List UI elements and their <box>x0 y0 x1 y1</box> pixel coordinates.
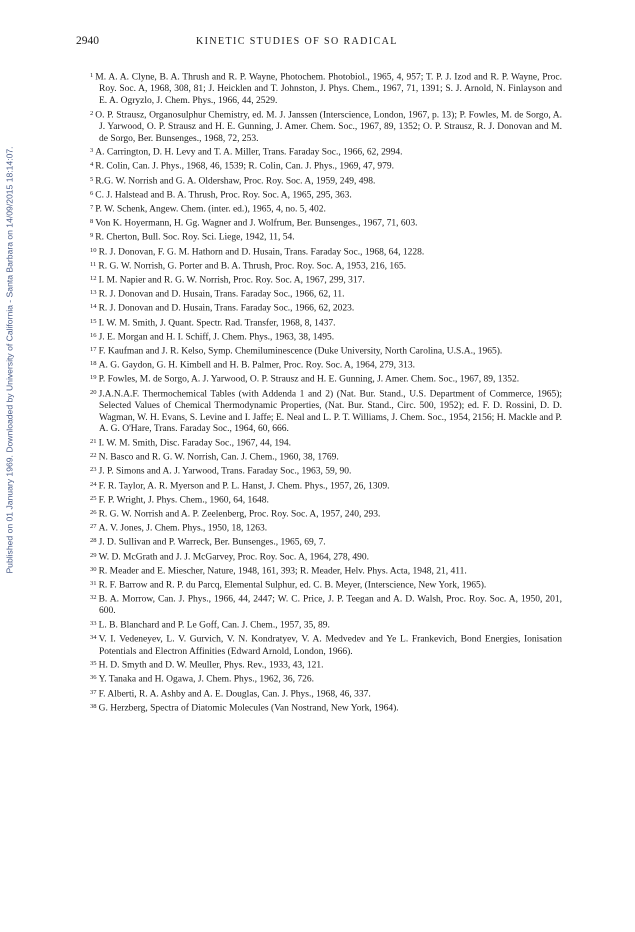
reference-text: V. I. Vedeneyev, L. V. Gurvich, V. N. Kondratyev, V. A. Medvedev and Ye L. Frankevich, Bond Energies, Ionisation Potentials and Electron Affinities (Edward Arnold, London, 1966). <box>98 634 562 657</box>
reference-item <box>90 372 562 386</box>
reference-number: 24 <box>90 480 97 488</box>
reference-text: F. Alberti, R. A. Ashby and A. E. Douglas, Can. J. Phys., 1968, 46, 337. <box>98 689 371 700</box>
reference-number: 29 <box>90 551 97 559</box>
reference-item <box>90 658 562 672</box>
reference-number: 5 <box>90 175 94 183</box>
reference-text: R. J. Donovan, F. G. M. Hathorn and D. Husain, Trans. Faraday Soc., 1968, 64, 1228. <box>98 247 425 258</box>
reference-text: Y. Tanaka and H. Ogawa, J. Chem. Phys., 1962, 36, 726. <box>98 674 314 685</box>
reference-text: W. D. McGrath and J. J. McGarvey, Proc. Roy. Soc. A, 1964, 278, 490. <box>98 552 370 563</box>
reference-item <box>90 632 562 658</box>
reference-text: F. R. Taylor, A. R. Myerson and P. L. Hanst, J. Chem. Phys., 1957, 26, 1309. <box>98 481 390 492</box>
reference-item <box>90 687 562 701</box>
reference-item <box>90 230 562 244</box>
reference-number: 38 <box>90 702 97 710</box>
reference-text: R.G. W. Norrish and G. A. Oldershaw, Proc. Roy. Soc. A, 1959, 249, 498. <box>95 176 376 187</box>
reference-item <box>90 174 562 188</box>
reference-text: A. V. Jones, J. Chem. Phys., 1950, 18, 1263. <box>98 523 268 534</box>
reference-text: H. D. Smyth and D. W. Meuller, Phys. Rev., 1933, 43, 121. <box>98 660 324 671</box>
reference-number: 35 <box>90 660 97 668</box>
reference-number: 16 <box>90 331 97 339</box>
reference-item <box>90 507 562 521</box>
reference-number: 28 <box>90 537 97 545</box>
reference-item <box>90 550 562 564</box>
reference-number: 15 <box>90 317 97 325</box>
reference-text: L. B. Blanchard and P. Le Goff, Can. J. Chem., 1957, 35, 89. <box>98 620 330 631</box>
reference-item <box>90 216 562 230</box>
reference-text: N. Basco and R. G. W. Norrish, Can. J. Chem., 1960, 38, 1769. <box>98 452 339 463</box>
reference-number: 9 <box>90 232 94 240</box>
reference-text: R. Colin, Can. J. Phys., 1968, 46, 1539; R. Colin, Can. J. Phys., 1969, 47, 979. <box>95 161 395 172</box>
reference-number: 34 <box>90 634 97 642</box>
reference-item <box>90 521 562 535</box>
reference-number: 30 <box>90 565 97 573</box>
reference-item <box>90 344 562 358</box>
reference-text: I. W. M. Smith, Disc. Faraday Soc., 1967, 44, 194. <box>98 438 291 449</box>
reference-text: R. F. Barrow and R. P. du Parcq, Elemental Sulphur, ed. C. B. Meyer, (Interscience, New York, 1965). <box>98 580 487 591</box>
reference-item <box>90 564 562 578</box>
reference-text: G. Herzberg, Spectra of Diatomic Molecules (Van Nostrand, New York, 1964). <box>98 703 399 714</box>
reference-item <box>90 70 562 108</box>
reference-number: 12 <box>90 275 97 283</box>
reference-text: B. A. Morrow, Can. J. Phys., 1966, 44, 2447; W. C. Price, J. P. Teegan and A. D. Walsh, Proc. Roy. Soc. A, 1950, 201, 600. <box>98 594 562 617</box>
reference-item <box>90 259 562 273</box>
reference-number: 18 <box>90 360 97 368</box>
reference-number: 33 <box>90 620 97 628</box>
reference-text: R. Meader and E. Miescher, Nature, 1948, 161, 393; R. Meader, Helv. Phys. Acta, 1948, 21, 411. <box>98 566 467 577</box>
download-watermark-text: Published on 01 January 1969. Downloaded by University of California - Santa Barbara on 14/09/2015 18:14:07. <box>5 146 16 574</box>
reference-number: 21 <box>90 437 97 445</box>
reference-item <box>90 493 562 507</box>
reference-number: 26 <box>90 509 97 516</box>
reference-number: 11 <box>90 260 97 268</box>
reference-text: C. J. Halstead and B. A. Thrush, Proc. Roy. Soc. A, 1965, 295, 363. <box>95 190 352 201</box>
reference-item <box>90 188 562 202</box>
reference-number: 22 <box>90 452 97 460</box>
reference-text: R. G. W. Norrish and A. P. Zeelenberg, Proc. Roy. Soc. A, 1957, 240, 293. <box>98 509 381 520</box>
reference-item <box>90 701 562 715</box>
reference-item <box>90 108 562 146</box>
reference-text: J. P. Simons and A. J. Yarwood, Trans. Faraday Soc., 1963, 59, 90. <box>98 466 352 477</box>
reference-text: J. E. Morgan and H. I. Schiff, J. Chem. Phys., 1963, 38, 1495. <box>98 332 335 343</box>
reference-item <box>90 464 562 478</box>
reference-text: R. Cherton, Bull. Soc. Roy. Sci. Liege, 1942, 11, 54. <box>95 232 295 243</box>
page-number: 2940 <box>76 35 99 47</box>
reference-number: 23 <box>90 466 97 474</box>
reference-text: O. P. Strausz, Organosulphur Chemistry, ed. M. J. Janssen (Interscience, London, 1967, p. 13); P. Fowles, M. de Sorgo, A. J. Yarwood, O. P. Strausz and H. E. Gunning, J. Amer. Chem. Soc., 1967, 89, 1352; O. P. Strausz, R. J. Donovan and M. de Sorgo, Ber. Bunsenges., 1968, 72, 253. <box>95 110 562 144</box>
reference-text: J. D. Sullivan and P. Warreck, Ber. Bunsenges., 1965, 69, 7. <box>98 537 326 548</box>
reference-text: P. W. Schenk, Angew. Chem. (inter. ed.), 1965, 4, no. 5, 402. <box>95 204 326 215</box>
reference-text: R. J. Donovan and D. Husain, Trans. Faraday Soc., 1966, 62, 11. <box>98 289 345 300</box>
reference-item <box>90 578 562 592</box>
reference-number: 17 <box>90 346 97 354</box>
reference-item <box>90 330 562 344</box>
reference-item <box>90 316 562 330</box>
reference-item <box>90 535 562 549</box>
reference-item <box>90 479 562 493</box>
reference-item <box>90 358 562 372</box>
reference-number: 1 <box>90 72 94 79</box>
reference-item <box>90 301 562 315</box>
reference-item <box>90 245 562 259</box>
reference-list <box>90 70 562 715</box>
reference-number: 25 <box>90 494 97 502</box>
reference-text: F. P. Wright, J. Phys. Chem., 1960, 64, 1648. <box>98 495 269 506</box>
reference-number: 20 <box>90 388 97 396</box>
reference-number: 8 <box>90 218 94 226</box>
reference-item <box>90 202 562 216</box>
reference-number: 7 <box>90 204 94 212</box>
reference-text: I. W. M. Smith, J. Quant. Spectr. Rad. Transfer, 1968, 8, 1437. <box>98 318 336 329</box>
running-title: KINETIC STUDIES OF SO RADICAL <box>196 36 398 47</box>
reference-item <box>90 672 562 686</box>
reference-number: 31 <box>90 580 97 588</box>
reference-number: 32 <box>90 594 97 602</box>
reference-item <box>90 287 562 301</box>
reference-number: 19 <box>90 374 97 382</box>
reference-text: I. M. Napier and R. G. W. Norrish, Proc. Roy. Soc. A, 1967, 299, 317. <box>98 275 365 286</box>
reference-item <box>90 618 562 632</box>
reference-text: P. Fowles, M. de Sorgo, A. J. Yarwood, O. P. Strausz and H. E. Gunning, J. Amer. Chem. Soc., 1967, 89, 1352. <box>98 374 520 385</box>
reference-item <box>90 592 562 618</box>
reference-text: M. A. A. Clyne, B. A. Thrush and R. P. Wayne, Photochem. Photobiol., 1965, 4, 957; T. P. J. Izod and R. P. Wayne, Proc. Roy. Soc. A, 1968, 308, 81; J. Heicklen and T. Johnston, J. Phys. Chem., 1967, 71, 1391; S. J. Arnold, N. Finlayson and E. A. Ogryzlo, J. Chem. Phys., 1966, 44, 2529. <box>95 72 562 106</box>
reference-item <box>90 145 562 159</box>
reference-item <box>90 273 562 287</box>
reference-number: 6 <box>90 189 94 197</box>
reference-number: 4 <box>90 161 94 169</box>
reference-text: R. J. Donovan and D. Husain, Trans. Faraday Soc., 1966, 62, 2023. <box>98 303 355 314</box>
download-watermark <box>3 100 17 620</box>
reference-number: 37 <box>90 688 97 696</box>
reference-item <box>90 159 562 173</box>
reference-item <box>90 436 562 450</box>
reference-number: 14 <box>90 303 97 311</box>
reference-text: Von K. Hoyermann, H. Gg. Wagner and J. Wolfrum, Ber. Bunsenges., 1967, 71, 603. <box>95 218 418 229</box>
reference-number: 27 <box>90 523 97 531</box>
reference-item <box>90 450 562 464</box>
reference-text: A. Carrington, D. H. Levy and T. A. Miller, Trans. Faraday Soc., 1966, 62, 2994. <box>95 147 403 158</box>
reference-item <box>90 387 562 436</box>
reference-text: A. G. Gaydon, G. H. Kimbell and H. B. Palmer, Proc. Roy. Soc. A, 1964, 279, 313. <box>98 360 416 371</box>
reference-number: 2 <box>90 109 94 117</box>
reference-text: R. G. W. Norrish, G. Porter and B. A. Thrush, Proc. Roy. Soc. A, 1953, 216, 165. <box>98 261 407 272</box>
reference-text: F. Kaufman and J. R. Kelso, Symp. Chemiluminescence (Duke University, North Carolina, U.S.A., 1965). <box>98 346 503 357</box>
reference-number: 13 <box>90 289 97 297</box>
reference-number: 3 <box>90 147 94 155</box>
reference-number: 36 <box>90 674 97 682</box>
reference-number: 10 <box>90 246 97 254</box>
reference-text: J.A.N.A.F. Thermochemical Tables (with Addenda 1 and 2) (Nat. Bur. Stand., U.S. Department of Commerce, 1965); Selected Values of Chemical Thermodynamic Properties, (Nat. Bur. Stand., Circ. 500, 1952); ed. F. D. Rossini, D. D. Wagman, W. H. Evans, S. Levine and I. Jaffe; E. Neal and L. P. T. Williams, J. Chem. Soc., 1954, 2156; H. Mackle and P. A. G. O'Hare, Trans. Faraday Soc., 1964, 60, 666. <box>98 389 562 435</box>
